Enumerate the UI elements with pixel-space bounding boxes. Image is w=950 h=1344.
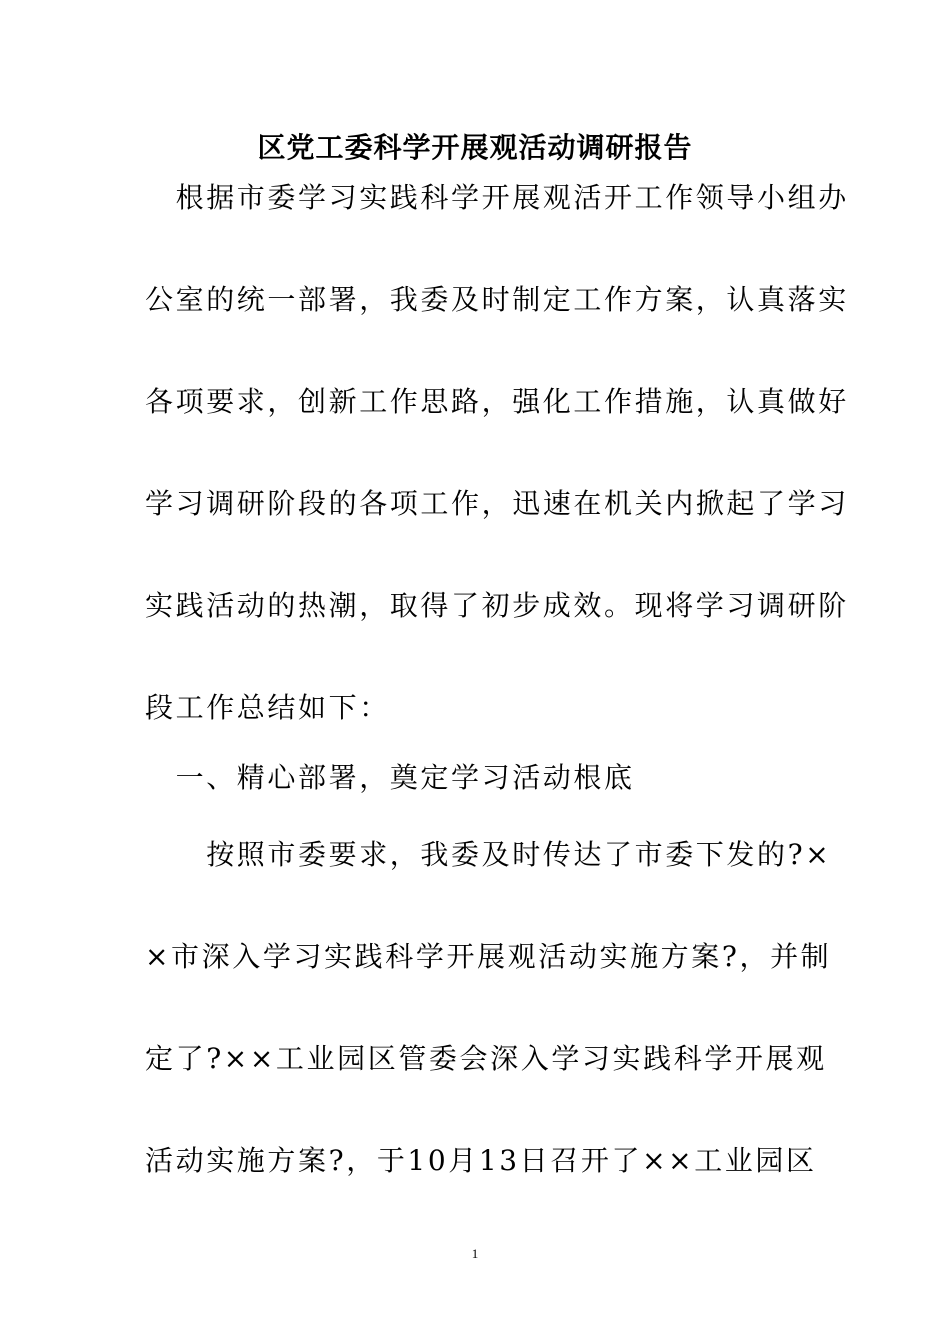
body-line: 定了?××工业园区管委会深入学习实践科学开展观 [145, 1042, 827, 1075]
section-heading: 一、精心部署，奠定学习活动根底 [145, 761, 635, 794]
body-line: 公室的统一部署，我委及时制定工作方案，认真落实 [145, 283, 849, 316]
page-number: 1 [471, 1246, 479, 1261]
body-line: 根据市委学习实践科学开展观活开工作领导小组办 [145, 181, 849, 214]
body-line: 学习调研阶段的各项工作，迅速在机关内掀起了学习 [145, 487, 849, 520]
body-line: 实践活动的热潮，取得了初步成效。现将学习调研阶 [145, 589, 849, 622]
body-line: 段工作总结如下： [145, 691, 390, 724]
body-line: ×市深入学习实践科学开展观活动实施方案?，并制 [145, 940, 832, 973]
body-line: 按照市委要求，我委及时传达了市委下发的?× [145, 838, 832, 871]
body-line: 各项要求，创新工作思路，强化工作措施，认真做好 [145, 385, 849, 418]
body-line: 活动实施方案?，于10月13日召开了××工业园区 [145, 1144, 817, 1177]
document-title: 区党工委科学开展观活动调研报告 [257, 131, 693, 164]
